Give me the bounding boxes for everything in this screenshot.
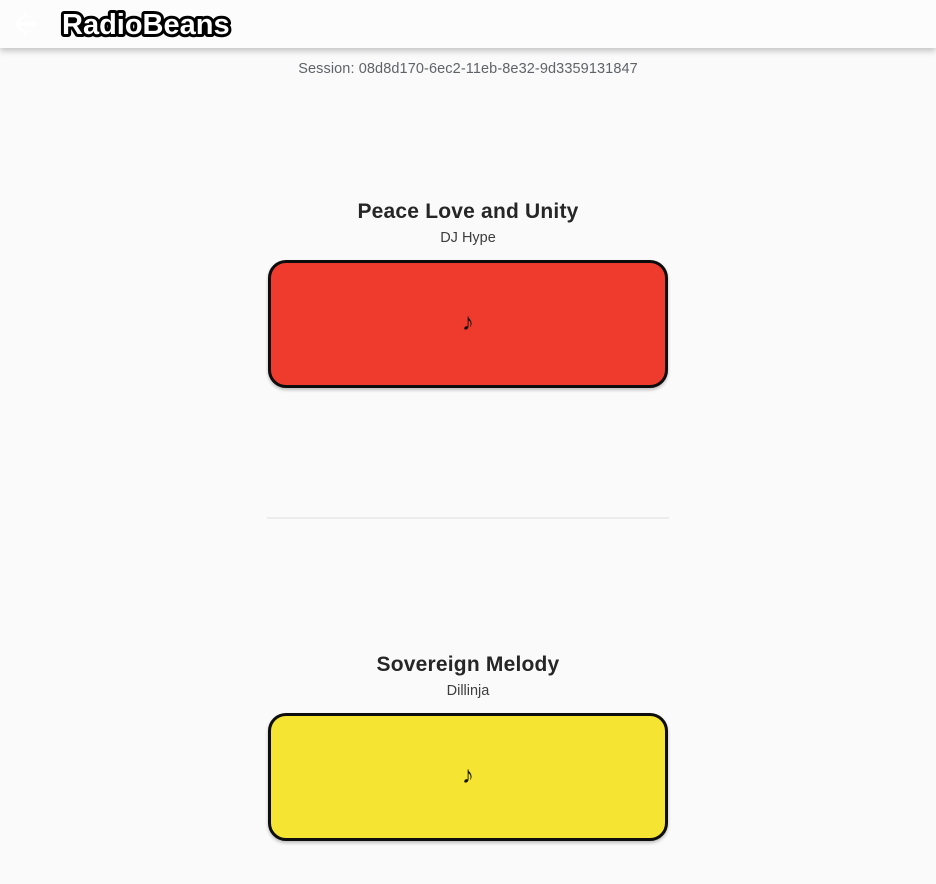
track-card[interactable]	[268, 260, 668, 388]
session-id: Session: 08d8d170-6ec2-11eb-8e32-9d3359131847	[298, 61, 638, 77]
music-note-icon: ♪	[462, 762, 474, 789]
app-logo	[58, 4, 248, 44]
track-title: Peace Love and Unity	[357, 200, 579, 223]
track-card[interactable]	[268, 713, 668, 841]
track-section-2	[266, 651, 670, 841]
track-section-1	[266, 198, 670, 388]
back-button[interactable]	[4, 0, 48, 48]
track-artist: DJ Hype	[440, 230, 496, 246]
divider	[267, 517, 669, 519]
app-logo-text: RadioBeans	[62, 9, 230, 41]
back-arrow-icon	[13, 13, 39, 35]
track-title: Sovereign Melody	[376, 653, 560, 676]
main-content	[266, 61, 670, 841]
app-header	[0, 0, 936, 48]
track-artist: Dillinja	[446, 683, 490, 699]
music-note-icon: ♪	[462, 309, 474, 336]
